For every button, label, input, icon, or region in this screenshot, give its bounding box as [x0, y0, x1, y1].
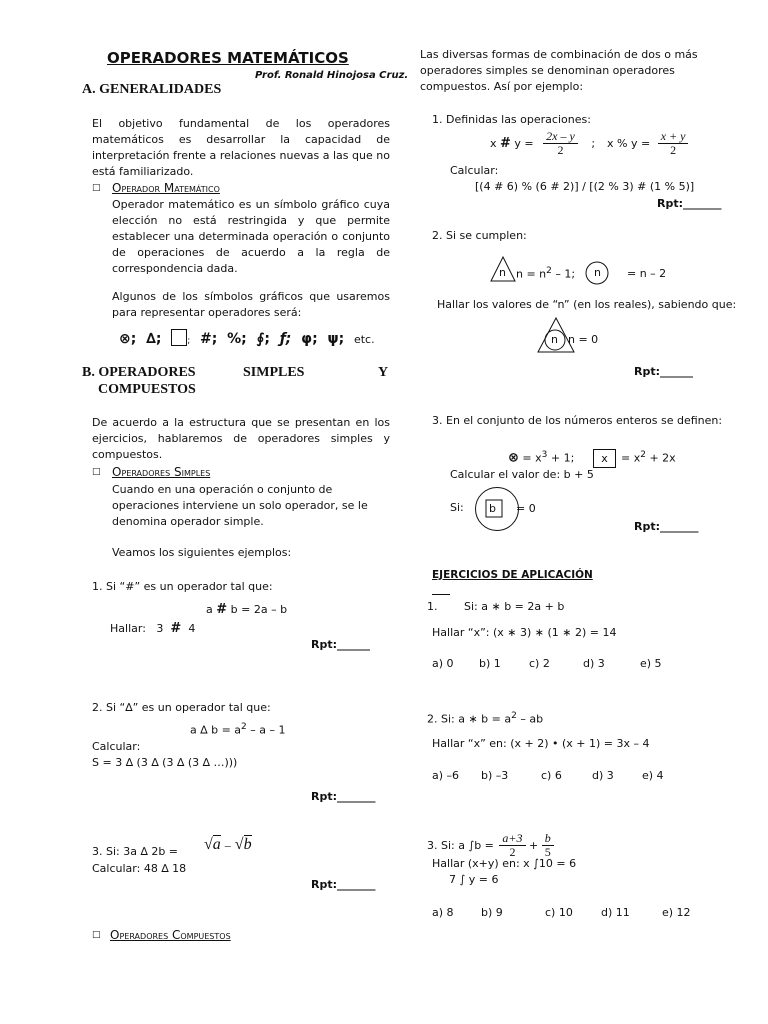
circle-definition: = n – 2 — [627, 267, 667, 280]
operadores-simples-heading: Operadores Simples — [112, 465, 211, 479]
example-1-definition: a # b = 2a – b — [206, 602, 288, 617]
example-1-statement: 1. Si “#” es un operador tal que: — [92, 580, 273, 593]
example-1-question: Hallar: 3 # 4 — [110, 621, 196, 636]
box-operator-x: x — [601, 452, 608, 465]
problem-3-otimes-definition: ⊗ = $x^3 + 1$; — [508, 450, 575, 466]
section-b-heading-2: SIMPLES — [243, 365, 305, 380]
option[interactable]: e) 12 — [662, 906, 691, 919]
problem-1-calcular: Calcular: — [450, 164, 499, 177]
option[interactable]: d) 3 — [592, 769, 614, 782]
option[interactable]: d) 11 — [601, 906, 630, 919]
section-b-heading-3: Y — [378, 365, 389, 380]
example-2-statement: 2. Si “∆” es un operador tal que: — [92, 701, 271, 714]
exercise-1-definition: Si: a ∗ b = 2a + b — [464, 600, 565, 613]
answer-blank-p2[interactable]: Rpt:______ — [634, 365, 694, 378]
option[interactable]: c) 10 — [545, 906, 573, 919]
section-b-heading-4: COMPUESTOS — [98, 382, 196, 397]
triangle-operator-n: n — [499, 266, 506, 279]
problem-3-si: Si: — [450, 501, 464, 514]
bullet-icon: □ — [92, 930, 101, 940]
examples-intro: Veamos los siguientes ejemplos: — [112, 546, 292, 559]
percent-symbol: %; — [227, 331, 247, 347]
operador-matematico-heading: Operador Matemático — [112, 181, 220, 195]
problem-1-hash-definition: x # y = $\frac{2x - y}{2}$ ; — [490, 129, 596, 157]
delta-symbol: ∆; — [146, 331, 162, 347]
exercise-3-question: Hallar (x+y) en: x ∫10 = 6 — [432, 857, 577, 870]
triangle-circle-n: n — [551, 333, 558, 346]
problem-2-statement: 2. Si se cumplen: — [432, 229, 527, 242]
option[interactable]: b) 9 — [481, 906, 503, 919]
hash-symbol: #; — [200, 331, 218, 347]
exercise-2-definition: 2. Si: a ∗ $b = a^2$ – ab — [427, 711, 544, 726]
circle-operator-n: n — [594, 266, 601, 279]
function-symbol: ƒ; — [279, 331, 292, 347]
option[interactable]: a) –6 — [432, 769, 460, 782]
ejercicios-heading: EJERCICIOS DE APLICACIÓN — [432, 569, 593, 581]
example-2-calcular: Calcular: — [92, 740, 141, 753]
exercise-3-question-2: 7 ∫ y = 6 — [449, 873, 499, 886]
bullet-icon: □ — [92, 183, 101, 193]
answer-blank-p3[interactable]: Rpt:_______ — [634, 520, 699, 533]
option[interactable]: c) 2 — [529, 657, 550, 670]
problem-1-percent-definition: x % y = $\frac{x + y}{2}$ — [607, 130, 688, 157]
triangle-definition: $n = n^2 - 1$; — [516, 266, 576, 281]
section-b-text: De acuerdo a la estructura que se presentan en los ejercicios, hablaremos de operadores simples y compuestos. — [92, 416, 390, 461]
circle-box-b: b — [489, 502, 496, 515]
option[interactable]: a) 8 — [432, 906, 454, 919]
problem-3-calcular: Calcular el valor de: b + 5 — [450, 468, 594, 481]
option[interactable]: b) –3 — [481, 769, 509, 782]
answer-blank-1[interactable]: Rpt:______ — [311, 638, 371, 651]
symbols-text: Algunos de los símbolos gráficos que usaremos para representar operadores será: — [112, 290, 390, 319]
problem-3-box-definition: = $x^2 + 2x$ — [621, 450, 676, 465]
problem-1-statement: 1. Definidas las operaciones: — [432, 113, 591, 126]
square-symbol — [171, 329, 187, 346]
example-3-statement: 3. Si: 3a ∆ 2b = — [92, 845, 179, 858]
author: Prof. Ronald Hinojosa Cruz. — [255, 70, 409, 81]
problem-1-expression: [(4 # 6) % (6 # 2)] / [(2 % 3) # (1 % 5)] — [475, 180, 695, 193]
problem-2-equation: n = 0 — [568, 333, 599, 346]
answer-blank-2[interactable]: Rpt:_______ — [311, 790, 376, 803]
circle-box-operator-icon — [474, 486, 520, 532]
section-b-heading-1: B. OPERADORES — [82, 365, 196, 380]
problem-2-question: Hallar los valores de “n” (en los reales), sabiendo que: — [437, 298, 737, 311]
exercise-2-question: Hallar “x” en: (x + 2) • (x + 1) = 3x – 4 — [432, 737, 650, 750]
example-2-definition: a ∆ $b = a^2 - a - 1$ — [190, 722, 286, 737]
box-operator-icon — [593, 449, 616, 468]
exercise-3-definition: 3. Si: a ∫b = $\frac{a+3}{2}$ + $\frac{b}{5}$ — [427, 832, 554, 859]
option[interactable]: c) 6 — [541, 769, 562, 782]
etc-label: etc. — [353, 333, 375, 346]
compuestos-intro: Las diversas formas de combinación de dos o más operadores simples se denominan operadores compuestos. Así por ejemplo: — [420, 48, 698, 93]
operador-matematico-text: Operador matemático es un símbolo gráfico cuya elección no está restringida y que permite establecer una determinada operación o conjunto de operaciones de acuerdo a la regla de correspondencia dada. — [112, 198, 390, 275]
exercise-1-question: Hallar “x”: (x ∗ 3) ∗ (1 ∗ 2) = 14 — [432, 626, 617, 639]
example-3-calcular: Calcular: 48 ∆ 18 — [92, 862, 187, 875]
option[interactable]: e) 4 — [642, 769, 664, 782]
operadores-simples-text: Cuando en una operación o conjunto de operaciones interviene un solo operador, se le denomina operador simple. — [112, 483, 368, 528]
problem-3-equation: = 0 — [516, 502, 536, 515]
operadores-compuestos-heading: Operadores Compuestos — [110, 928, 231, 942]
section-a-heading: A. GENERALIDADES — [82, 82, 222, 97]
page-title: OPERADORES MATEMÁTICOS — [107, 49, 349, 67]
answer-blank-3[interactable]: Rpt:_______ — [311, 878, 376, 891]
intro-paragraph: El objetivo fundamental de los operadores matemáticos es desarrollar la capacidad de interpretación frente a relaciones nuevas a las que no está familiarizado. — [92, 117, 390, 178]
heading-underline-stub — [432, 594, 450, 595]
option[interactable]: d) 3 — [583, 657, 605, 670]
square-separator: ; — [187, 336, 191, 346]
option[interactable]: a) 0 — [432, 657, 454, 670]
bullet-icon: □ — [92, 467, 101, 477]
example-3-radicals: √a – √b — [204, 836, 252, 853]
example-2-expression: S = 3 ∆ (3 ∆ (3 ∆ (3 ∆ …))) — [92, 756, 238, 769]
option[interactable]: b) 1 — [479, 657, 501, 670]
exercise-1-number: 1. — [427, 600, 438, 613]
otimes-symbol: ⊗; — [119, 331, 137, 347]
problem-3-statement: 3. En el conjunto de los números enteros se definen: — [432, 414, 723, 427]
psi-symbol: ψ; — [327, 331, 345, 347]
answer-blank-p1[interactable]: Rpt:_______ — [657, 197, 722, 210]
contour-symbol: ∮; — [256, 331, 270, 347]
phi-symbol: φ; — [301, 331, 318, 347]
symbols-row — [119, 329, 375, 347]
option[interactable]: e) 5 — [640, 657, 662, 670]
